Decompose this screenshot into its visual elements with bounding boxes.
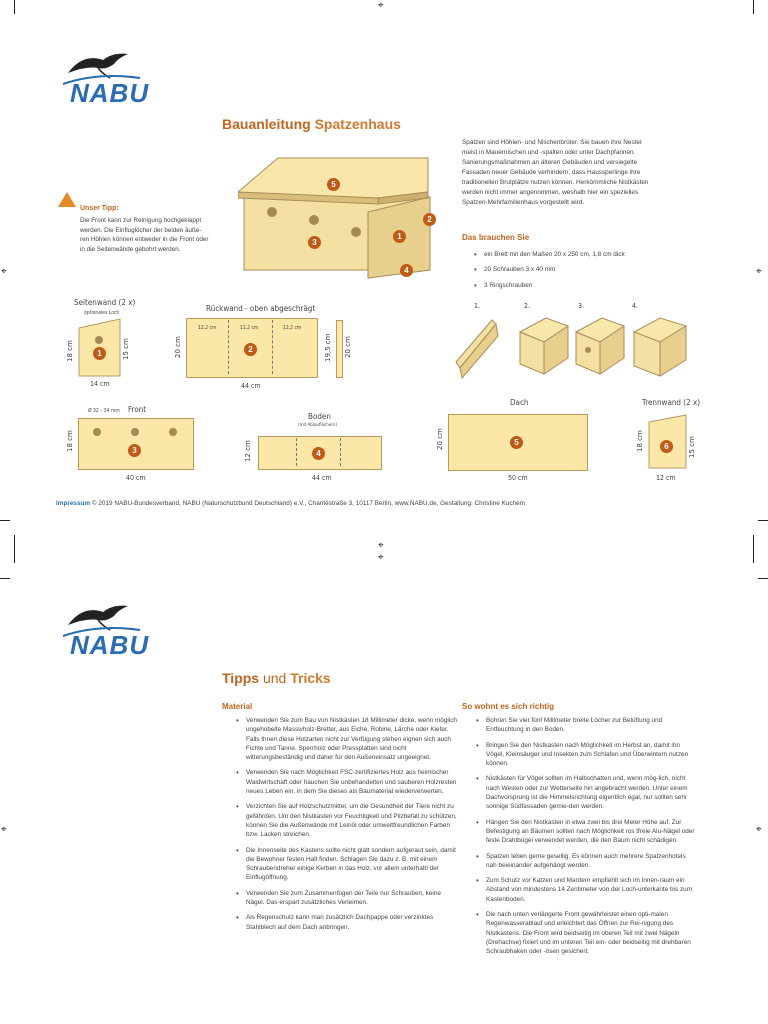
list-item: • 3 Ringschrauben	[484, 281, 704, 290]
list-item: • Verwenden Sie zum Bau von Nistkästen 18 Millimeter dicke, wenn möglich ungehobelte Massivholz-Bretter, aus Eiche, Robine, Lärche oder Kiefer. Falls Ihnen diese Holzarten nicht zur Verfügung stehen eignen sich auch Fichte und Tanne. Sperrholz oder Pressplatten sind nicht witterungsbeständig und daher für den Außeneinsatz ungeeignet.	[246, 716, 458, 762]
nabu-logo	[58, 600, 158, 664]
dim-14: 14 cm	[90, 380, 110, 388]
page-title	[222, 116, 401, 132]
dim-195: 19,5 cm	[324, 333, 332, 362]
dim-12b: 12 cm	[656, 474, 676, 482]
logo-text: NABU	[70, 630, 150, 660]
list-item: • ein Brett mit den Maßen 20 x 250 cm, 1,8 cm dick	[484, 250, 704, 259]
tip-icon	[58, 192, 76, 207]
title-part2: Spatzenhaus	[314, 116, 401, 132]
step-label: 4.	[632, 302, 639, 310]
registration-mark-icon: ⌖	[756, 824, 762, 835]
registration-mark-icon: ⌖	[1, 824, 7, 835]
dim-44: 44 cm	[241, 382, 261, 390]
list-item: • Bohren Sie vier fünf Millimeter breite Löcher zur Belüftung und Entfeuchtung in den Boden.	[486, 716, 698, 735]
divider-line	[340, 438, 342, 466]
crop-mark	[14, 0, 15, 14]
title-part1: Bauanleitung	[222, 116, 311, 132]
list-item: • Bringen Sie den Nistkasten nach Möglichkeit im Herbst an, damit ihn Vögel, Kleinsäuger und Insekten zum Schlafen und Überwintern nutzen können.	[486, 741, 698, 769]
dim-12: 12 cm	[244, 440, 252, 462]
dim-40: 40 cm	[126, 474, 146, 482]
footer-text: © 2019 NABU-Bundesverband, NABU (Naturschutzbund Deutschland) e.V., Charitéstraße 3, 10117 Berlin, www.NABU.de, Gestaltung: Christine Kuchem	[91, 500, 525, 507]
hole-note: Ø 32 – 34 mm	[88, 408, 120, 414]
part-number-badge: 2	[244, 343, 257, 356]
title2-part1: Tipps	[222, 670, 260, 686]
label-boden: Boden	[308, 412, 331, 421]
crop-mark	[758, 578, 768, 579]
label-optional-loch: optionales Loch	[84, 310, 120, 316]
part-number-badge: 4	[312, 447, 325, 460]
label-rueckwand: Rückwand - oben abgeschrägt	[206, 304, 316, 313]
list-item: • Als Regenschutz kann man zusätzlich Dachpappe oder verzinktes Stahlblech auf dem Dach anbringen.	[246, 913, 458, 932]
tip-text: Die Front kann zur Reinigung hochgeklappt werden. Die Einfluglöcher der beiden äuße-ren Höhlen können entweder in die Front oder in die Seitenwände gebohrt werden.	[80, 217, 209, 253]
part-number-badge: 5	[510, 436, 523, 449]
dim-18c: 18 cm	[636, 430, 644, 452]
registration-mark-icon: ⌖	[756, 266, 762, 277]
material-title: Material	[222, 702, 253, 711]
part-number-badge: 2	[423, 213, 436, 226]
list-item: • Verzichten Sie auf Holzschutzmittel, um die Gesundheit der Tiere nicht zu gefährden. Um den Nistkasten vor Feuchtigkeit und Pilzbefall zu schützen, können Sie die Außenwände mit Leinöl oder umweltfreundlichen Farben bzw. Lacken streichen.	[246, 802, 458, 839]
title2-part2: Tricks	[290, 670, 331, 686]
step-label: 1.	[474, 302, 481, 310]
nabu-logo	[58, 48, 158, 112]
divider-line	[228, 320, 230, 374]
dim-20: 20 cm	[174, 336, 182, 358]
entrance-hole	[169, 428, 177, 436]
crop-mark	[758, 520, 768, 521]
registration-mark-icon: ⌖	[378, 540, 384, 551]
registration-mark-icon: ⌖	[378, 552, 384, 563]
title2-und: und	[262, 670, 287, 686]
part-number-badge: 3	[308, 236, 321, 249]
crop-mark	[0, 520, 10, 521]
dim-122: 12,2 cm	[198, 325, 217, 331]
divider-line	[272, 320, 274, 374]
part-number-badge: 1	[93, 347, 106, 360]
registration-mark-icon: ⌖	[378, 0, 384, 11]
dim-18b: 18 cm	[66, 430, 74, 452]
list-item: • Hängen Sie den Nistkasten in etwa zwei bis drei Meter Höhe auf. Zur Befestigung an Bäumen sollten nach Möglichkeit ros tfreie Alu-Nägel oder feste Drahtbügel verwendet werden, die den Baum nicht schädigen.	[486, 818, 698, 846]
list-item: • Verwenden Sie zum Zusammenfügen der Teile nur Schrauben, keine Nägel. Das erspart zusätzliches Verleimen.	[246, 889, 458, 908]
house-3d-illustration	[238, 150, 443, 280]
dim-20c: 20 cm	[436, 428, 444, 450]
step-label: 2.	[524, 302, 531, 310]
list-item: • Zum Schutz vor Katzen und Mardern empfiehlt sich im Innen-raum ein Abstand von mindestens 14 Zentimeter von der Loch-unterkante bis zum Kastenboden.	[486, 876, 698, 904]
crop-mark	[14, 535, 15, 563]
page-title-2	[222, 670, 331, 686]
material-list	[234, 716, 458, 938]
footer	[56, 500, 525, 507]
list-item: • Verwenden Sie nach Möglichkeit FSC-zertifiziertes Holz aus heimischer Waldwirtschaft oder hauchen Sie unbehandelten und sauberen Holzresten neues Leben ein, in dem Sie dieses als Baumaterial wiederverwerten.	[246, 768, 458, 796]
dim-20b: 20 cm	[344, 336, 352, 358]
intro-text: Spatzen sind Höhlen- und Nischenbrüter. Sie bauen ihre Nester meist in Mauernischen und -spalten oder unter Dachpfannen. Sanierungsmaßnahmen an älteren Gebäuden und versiegelte Fassaden neuer Gebäude verhindern, dass Haussperlinge ihre traditionellen Brutplätze nutzen können. Herkömmliche Nistkästen werden nicht immer angenommen, weshalb hier ein spezielles Spatzen-Mehrfamilienhaus vorgestellt wird.	[462, 139, 649, 206]
list-item: • Spatzen leben gerne gesellig. Es können auch mehrere Spatzenhotels nah beieinander aufgehängt werden.	[486, 852, 698, 871]
entrance-hole	[93, 428, 101, 436]
impressum-link[interactable]: Impressum	[56, 500, 91, 507]
needs-title: Das brauchen Sie	[462, 233, 530, 242]
part-number-badge: 6	[660, 440, 673, 453]
part-number-badge: 1	[393, 230, 406, 243]
label-dach: Dach	[510, 398, 529, 407]
tip-title: Unser Tipp:	[80, 205, 119, 212]
dim-44b: 44 cm	[312, 474, 332, 482]
list-item: • 20 Schrauben 3 x 40 mm	[484, 265, 704, 274]
dim-15b: 15 cm	[688, 436, 696, 458]
step-label: 3.	[578, 302, 585, 310]
crop-mark	[753, 535, 754, 563]
dim-112: 11,2 cm	[240, 325, 259, 331]
list-item: • Nistkästen für Vögel sollten im Halbschatten und, wenn mög-lich, nicht nach Westen oder zur Wetterseite hin angebracht werden. Unter einem Dachvorsprung ist die Himmelsrichtung eigentlich egal, nur sollten sehr sonnige Südfassaden gemie-den werden.	[486, 774, 698, 811]
part-number-badge: 5	[327, 178, 340, 191]
assembly-steps-illustration	[452, 312, 692, 382]
needs-list	[472, 250, 704, 296]
list-item: • Die Innenseite des Kastens sollte nicht glatt sondern aufgeraut sein, damit die Bewohner festen Halt finden. Schlagen Sie dazu z. B. mit einem Schraubendreher einige Kerben in das Holz, vor allem unterhalb der Einflugöffnung.	[246, 846, 458, 883]
registration-mark-icon: ⌖	[1, 266, 7, 277]
part-number-badge: 3	[128, 444, 141, 457]
label-seitenwand: Seitenwand (2 x)	[74, 298, 136, 307]
crop-mark	[753, 0, 754, 14]
label-boden-note: (mit Ablauflöchern)	[298, 423, 338, 428]
logo-text: NABU	[70, 78, 150, 108]
divider-line	[296, 438, 298, 466]
dim-122b: 12,2 cm	[283, 325, 302, 331]
part-rueckwand-side	[336, 320, 343, 378]
part-number-badge: 4	[400, 264, 413, 277]
dim-50: 50 cm	[508, 474, 528, 482]
dim-15: 15 cm	[122, 338, 130, 360]
entrance-hole	[131, 428, 139, 436]
label-trennwand: Trennwand (2 x)	[642, 398, 701, 407]
list-item: • Die nach unten verlängerte Front gewährleistet einen opti-malen Regenwasserablauf und erleichtert das Öffnen zur Rei-nigung des Nistkastens. Die Front wird beidseitig im oberen Teil mit zwei Nägeln (Drehachse) fixiert und im unteren Teil ein- oder beidseitig mit drehbaren Schraubhaken oder -ösen gesichert.	[486, 910, 698, 956]
label-front: Front	[128, 405, 147, 414]
wohnt-list	[474, 716, 698, 963]
crop-mark	[0, 578, 10, 579]
wohnt-title: So wohnt es sich richtig	[462, 702, 555, 711]
dim-18: 18 cm	[66, 340, 74, 362]
